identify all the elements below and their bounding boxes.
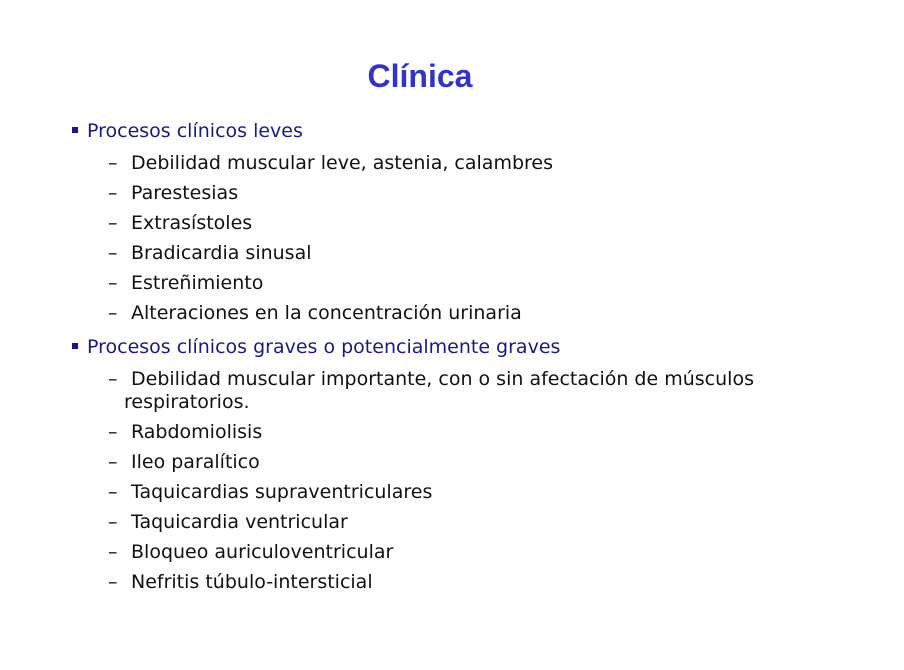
slide-title: Clínica (367, 58, 473, 94)
dash-bullet-icon: – (108, 272, 118, 294)
dash-bullet-icon: – (108, 541, 118, 563)
list-item (72, 421, 872, 444)
dash-bullet-icon: – (108, 451, 118, 473)
section-heading (72, 117, 872, 145)
dash-bullet-icon: – (108, 302, 118, 324)
dash-bullet-icon: – (108, 368, 118, 390)
list-item-text: Bradicardia sinusal (131, 242, 312, 264)
list-item (72, 182, 872, 205)
list-item (72, 451, 872, 474)
list-item (72, 541, 872, 564)
list-item-text: Taquicardia ventricular (131, 511, 348, 533)
dash-bullet-icon: – (108, 182, 118, 204)
dash-bullet-icon: – (108, 242, 118, 264)
list-item-text: Nefritis túbulo-intersticial (131, 571, 373, 593)
list-item-text: Bloqueo auriculoventricular (131, 541, 394, 563)
section-severe (72, 333, 872, 594)
section-mild (72, 117, 872, 325)
list-item (72, 152, 872, 175)
square-bullet-icon (72, 343, 78, 349)
list-item (72, 571, 872, 594)
list-item (72, 212, 872, 235)
list-item-text: Ileo paralítico (131, 451, 260, 473)
section-heading (72, 333, 872, 361)
dash-bullet-icon: – (108, 152, 118, 174)
list-item (72, 511, 872, 534)
list-item-text: Taquicardias supraventriculares (131, 481, 433, 503)
dash-bullet-icon: – (108, 481, 118, 503)
list-item (72, 272, 872, 295)
dash-bullet-icon: – (108, 212, 118, 234)
slide-content (72, 117, 872, 602)
list-item-text: Estreñimiento (131, 272, 264, 294)
list-item (72, 242, 872, 265)
list-item-text: Debilidad muscular importante, con o sin afectación de músculos respiratorios. (124, 368, 754, 413)
list-item (72, 302, 872, 325)
dash-bullet-icon: – (108, 571, 118, 593)
list-item-text: Alteraciones en la concentración urinaria (131, 302, 522, 324)
list-item (72, 368, 872, 414)
list-item-text: Extrasístoles (131, 212, 253, 234)
square-bullet-icon (72, 127, 78, 133)
section-heading-text: Procesos clínicos graves o potencialmente graves (87, 336, 561, 358)
list-item-text: Rabdomiolisis (131, 421, 263, 443)
dash-bullet-icon: – (108, 511, 118, 533)
list-item (72, 481, 872, 504)
dash-bullet-icon: – (108, 421, 118, 443)
list-item-text: Debilidad muscular leve, astenia, calambres (131, 152, 553, 174)
list-item-text: Parestesias (131, 182, 239, 204)
section-heading-text: Procesos clínicos leves (87, 120, 303, 142)
